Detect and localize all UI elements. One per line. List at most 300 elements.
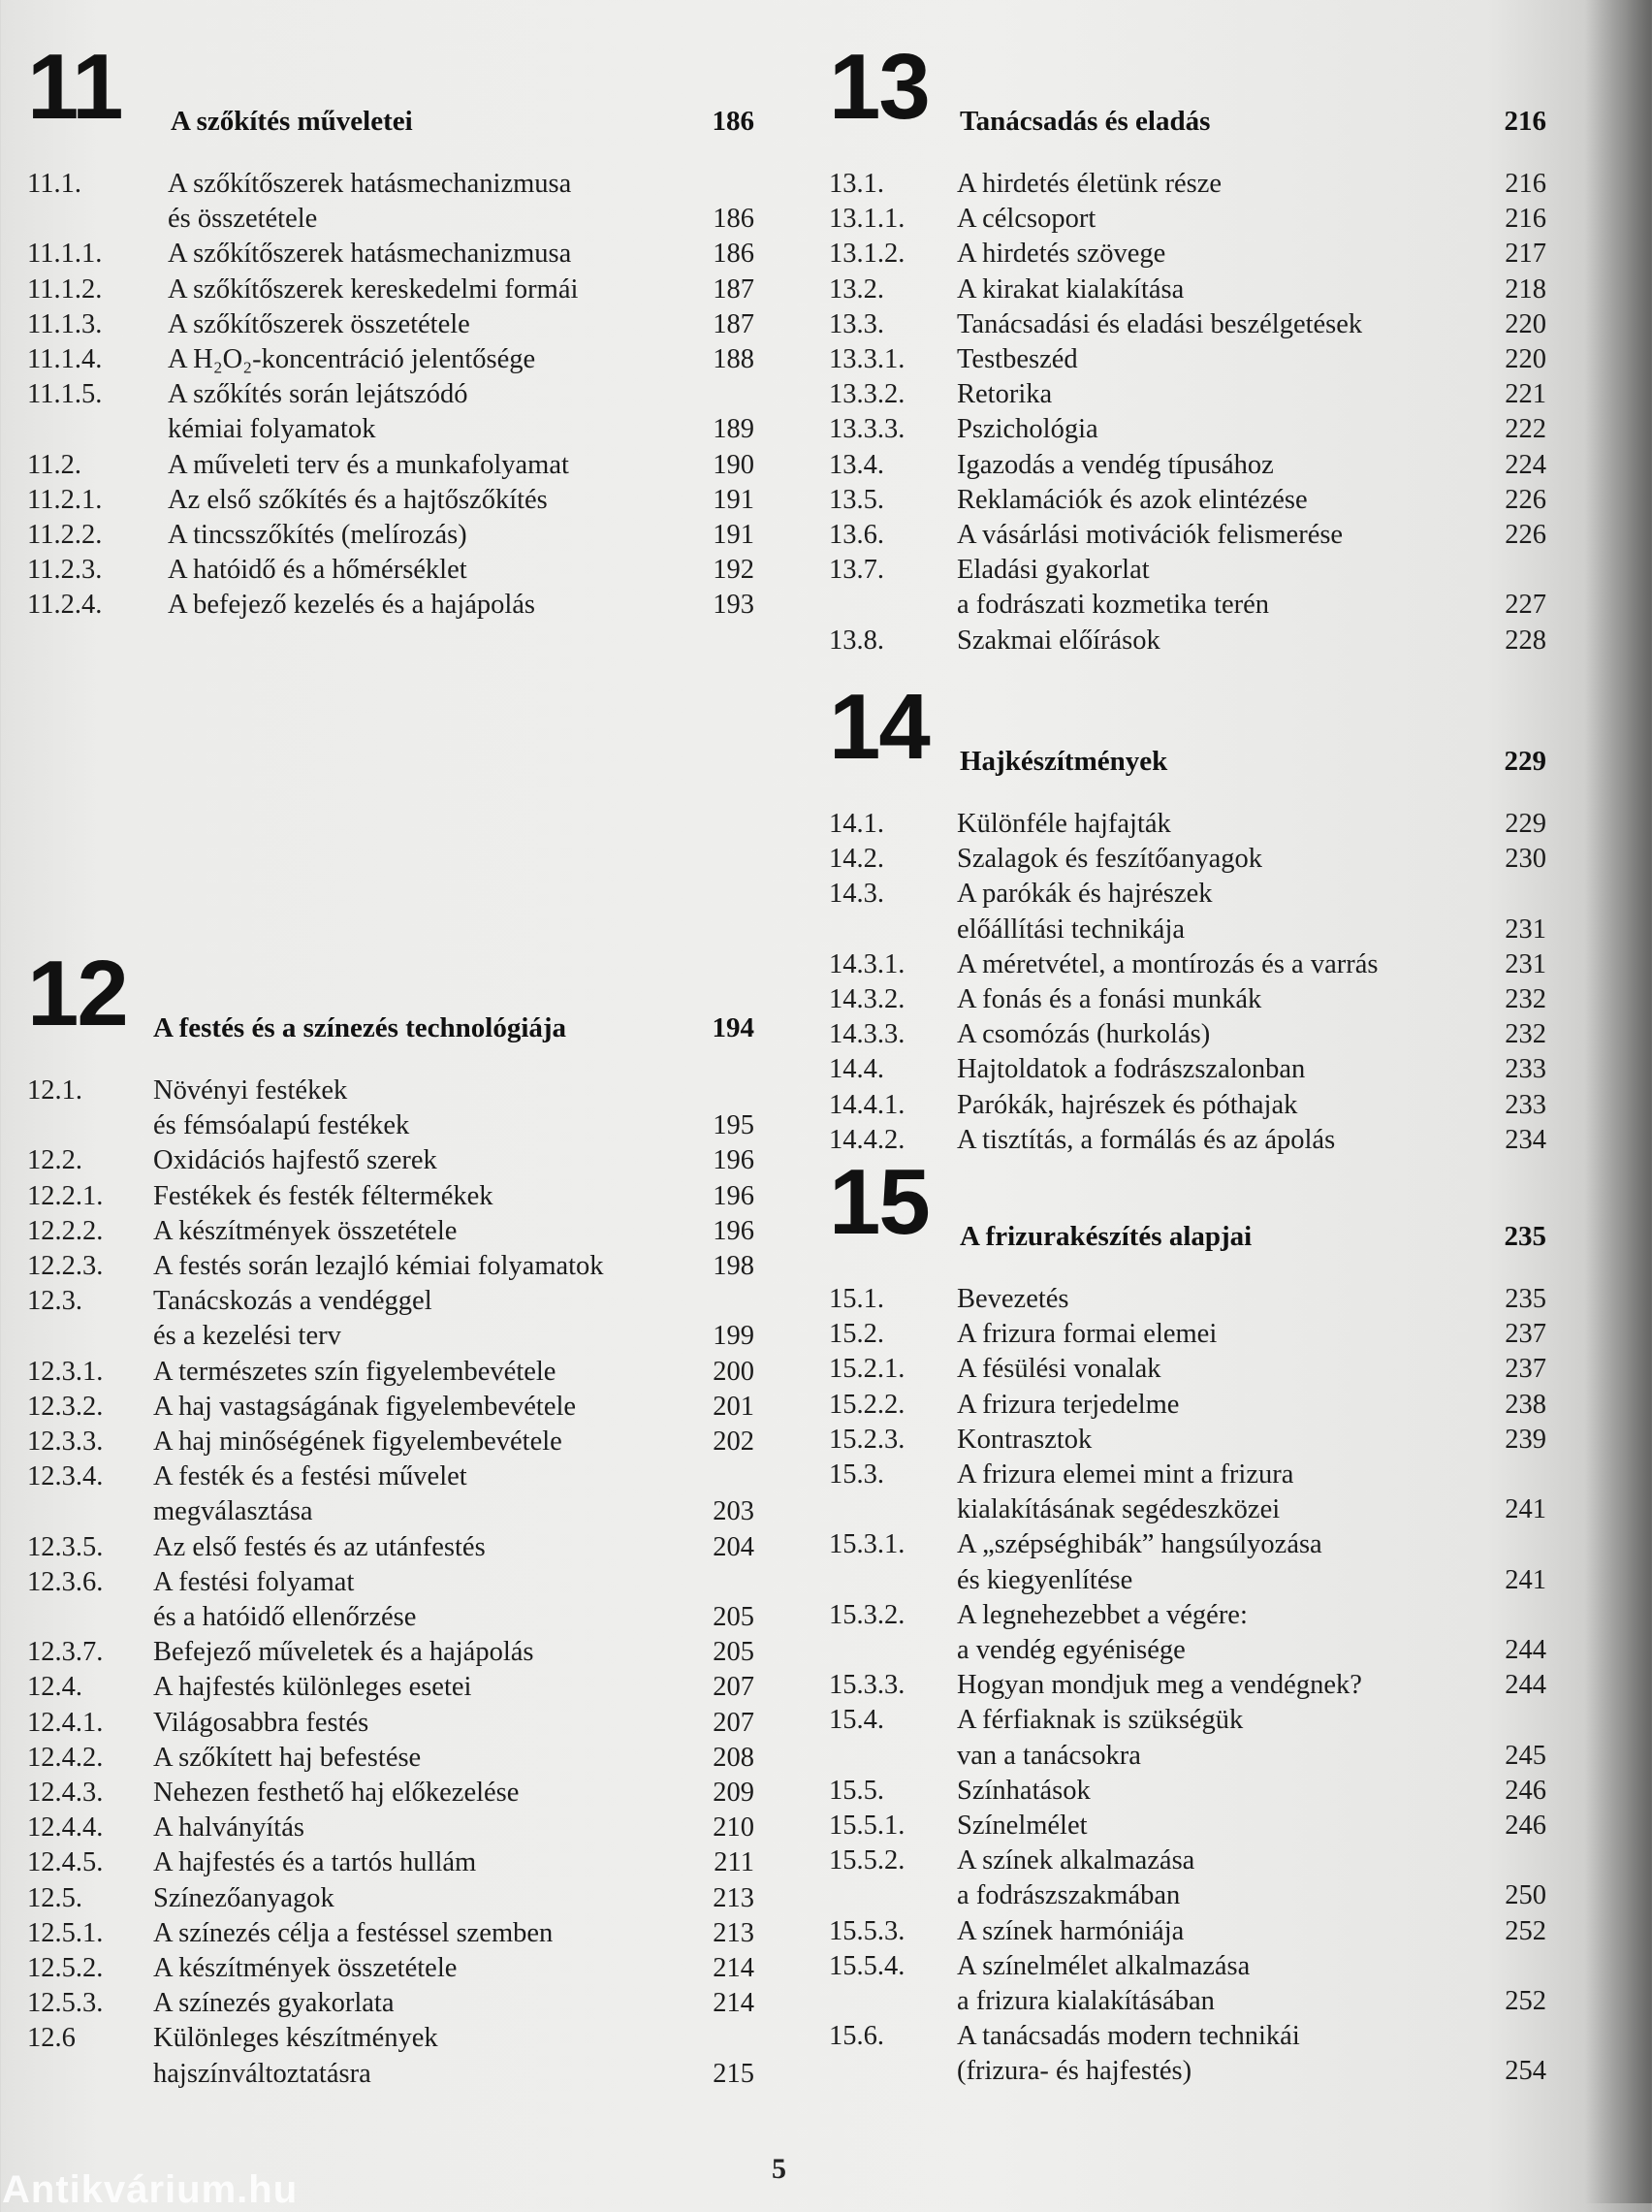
entry-title-line: A parókák és hajrészek: [957, 879, 1213, 910]
toc-entry: [829, 807, 1546, 842]
entry-page-number: 224: [1505, 449, 1546, 480]
entry-title-line: A hatóidő és a hőmérséklet: [168, 555, 467, 586]
toc-entry: [27, 307, 754, 342]
chapter-page-number: 194: [712, 1012, 754, 1043]
toc-entry: [27, 1845, 754, 1880]
toc-entry: [27, 483, 754, 518]
entry-title-line: a fodrászszakmában: [957, 1880, 1181, 1911]
chapter-14: [829, 675, 1546, 1158]
chapter-number: 12: [27, 942, 127, 1045]
toc-entry: [829, 1088, 1546, 1123]
entry-title-line: Reklamációk és azok elintézése: [957, 484, 1308, 515]
entry-title-line: (frizura- és hajfestés): [957, 2056, 1192, 2087]
entry-number: 12.2.1.: [27, 1180, 104, 1211]
entry-number: 13.5.: [829, 484, 884, 515]
toc-entry: [27, 553, 754, 588]
entry-number: 15.2.1.: [829, 1354, 905, 1385]
entry-number: 13.3.2.: [829, 379, 905, 410]
chapter-heading: [27, 942, 754, 1052]
entry-number: 11.2.4.: [27, 590, 103, 621]
entry-page-number: 230: [1505, 844, 1546, 875]
page-edge-shadow: [1584, 0, 1652, 2203]
entry-title-line: és összetétele: [168, 204, 318, 235]
toc-entry: [829, 1423, 1546, 1458]
entry-page-number: 252: [1505, 1986, 1546, 2017]
entry-page-number: 216: [1505, 204, 1546, 235]
toc-entry: [27, 1916, 754, 1951]
entry-page-number: 237: [1505, 1354, 1546, 1385]
entry-number: 13.6.: [829, 520, 884, 551]
entry-page-number: 244: [1505, 1635, 1546, 1666]
chapter-number: 14: [829, 675, 929, 779]
toc-entry: [27, 272, 754, 307]
toc-entry: [27, 1706, 754, 1741]
toc-entry: [27, 1530, 754, 1565]
toc-entry: [27, 1284, 754, 1354]
entry-title-line: megválasztása: [153, 1496, 313, 1527]
entry-page-number: 210: [713, 1812, 754, 1843]
entry-number: 13.1.1.: [829, 204, 905, 235]
entry-page-number: 207: [713, 1707, 754, 1738]
chapter-number: 11: [27, 35, 122, 139]
entry-number: 12.3.5.: [27, 1531, 104, 1562]
entry-page-number: 205: [713, 1602, 754, 1633]
chapter-page-number: 216: [1504, 106, 1546, 137]
entry-title-line: A halványítás: [153, 1812, 304, 1843]
toc-entry: [829, 483, 1546, 518]
entry-number: 12.5.: [27, 1882, 82, 1913]
entry-number: 12.3.1.: [27, 1356, 104, 1387]
entry-number: 12.3.7.: [27, 1637, 104, 1668]
entry-title-line: Pszichológia: [957, 414, 1098, 445]
entry-number: 15.2.3.: [829, 1424, 905, 1455]
entry-title-line: A szőkítés során lejátszódó: [168, 379, 468, 410]
toc-entry: [27, 1390, 754, 1425]
entry-title-line: Tanácskozás a vendéggel: [153, 1286, 432, 1317]
toc-entry: [829, 1317, 1546, 1352]
chapter-13: [829, 35, 1546, 658]
entry-page-number: 188: [713, 344, 754, 375]
entry-title-line: A műveleti terv és a munkafolyamat: [168, 449, 569, 480]
toc-entry: [829, 1843, 1546, 1913]
toc-entry: [829, 1809, 1546, 1843]
entry-page-number: 232: [1505, 1019, 1546, 1050]
entry-page-number: 192: [713, 555, 754, 586]
chapter-title: A festés és a színezés technológiája: [153, 1012, 567, 1043]
entry-title-line: Növényi festékek: [153, 1075, 348, 1106]
toc-entry: [27, 377, 754, 447]
chapter-number: 15: [829, 1150, 929, 1254]
entry-number: 12.3.4.: [27, 1461, 104, 1492]
entry-number: 14.4.: [829, 1054, 884, 1085]
entry-title-line: Kontrasztok: [957, 1424, 1093, 1455]
chapter-title: Hajkészítmények: [960, 746, 1168, 777]
entry-title-line: A fonás és a fonási munkák: [957, 984, 1262, 1015]
entry-number: 15.1.: [829, 1284, 884, 1314]
entry-title-line: A befejező kezelés és a hajápolás: [168, 590, 536, 621]
entry-page-number: 191: [713, 520, 754, 551]
entry-number: 14.3.2.: [829, 984, 905, 1015]
entry-title-line: Világosabbra festés: [153, 1707, 369, 1738]
entry-page-number: 227: [1505, 590, 1546, 621]
chapter-15: [829, 1150, 1546, 2090]
entry-title-line: A hirdetés szövege: [957, 239, 1166, 270]
entry-title-line: A készítmények összetétele: [153, 1953, 458, 1984]
entry-title-line: A festési folyamat: [153, 1566, 355, 1597]
toc-entry: [829, 877, 1546, 946]
toc-entry: [829, 1458, 1546, 1527]
entry-number: 15.2.2.: [829, 1389, 905, 1420]
toc-entry: [27, 1143, 754, 1178]
entry-number: 13.3.: [829, 308, 884, 339]
entry-page-number: 200: [713, 1356, 754, 1387]
entry-title-line: Az első szőkítés és a hajtőszőkítés: [168, 484, 548, 515]
toc-entry: [829, 842, 1546, 877]
entry-title-line: Retorika: [957, 379, 1053, 410]
entry-title-line: A szőkítőszerek kereskedelmi formái: [168, 273, 579, 305]
entry-number: 15.5.4.: [829, 1950, 905, 1981]
entry-number: 12.2.: [27, 1145, 82, 1176]
entry-title-line: Színhatások: [957, 1775, 1091, 1806]
entry-number: 15.2.: [829, 1319, 884, 1350]
toc-entry: [27, 1425, 754, 1459]
entry-number: 12.4.4.: [27, 1812, 104, 1843]
entry-page-number: 238: [1505, 1389, 1546, 1420]
entry-page-number: 245: [1505, 1740, 1546, 1771]
toc-entry: [27, 342, 754, 377]
entry-page-number: 196: [713, 1215, 754, 1246]
entry-title-line: Hogyan mondjuk meg a vendégnek?: [957, 1670, 1362, 1701]
entry-number: 11.2.: [27, 449, 81, 480]
entry-number: 15.6.: [829, 2021, 884, 2052]
entry-title-line: A vásárlási motivációk felismerése: [957, 520, 1344, 551]
entry-title-line: Eladási gyakorlat: [957, 555, 1150, 586]
entry-title-line: A csomózás (hurkolás): [957, 1019, 1211, 1050]
entry-page-number: 239: [1505, 1424, 1546, 1455]
entry-title-line: A kirakat kialakítása: [957, 273, 1185, 305]
entry-page-number: 214: [713, 1988, 754, 2019]
entry-page-number: 208: [713, 1742, 754, 1773]
entry-title-line: és kiegyenlítése: [957, 1564, 1133, 1595]
entry-title-line: A színelmélet alkalmazása: [957, 1950, 1251, 1981]
entry-page-number: 205: [713, 1637, 754, 1668]
entry-title-line: A „szépséghibák” hangsúlyozása: [957, 1529, 1322, 1560]
entry-number: 11.1.1.: [27, 239, 103, 270]
toc-entry: [27, 1881, 754, 1916]
chapter-page-number: 186: [712, 106, 754, 137]
entry-page-number: 189: [713, 414, 754, 445]
toc-entry: [27, 1776, 754, 1811]
chapter-heading: [829, 675, 1546, 785]
entry-title-line: A szőkítőszerek hatásmechanizmusa: [168, 169, 572, 199]
entry-page-number: 231: [1505, 948, 1546, 979]
entry-number: 15.5.2.: [829, 1845, 905, 1876]
toc-entry: [829, 412, 1546, 447]
chapter-page-number: 235: [1504, 1221, 1546, 1252]
chapter-12: [27, 942, 754, 2092]
entry-number: 12.5.1.: [27, 1917, 104, 1948]
entry-number: 13.3.1.: [829, 344, 905, 375]
entry-number: 12.3.3.: [27, 1427, 104, 1458]
chapter-entries: [27, 1074, 754, 2092]
entry-number: 15.3.3.: [829, 1670, 905, 1701]
toc-entry: [829, 624, 1546, 658]
entry-title-line: Befejező műveletek és a hajápolás: [153, 1637, 534, 1668]
chapter-heading: [829, 35, 1546, 145]
toc-entry: [27, 1986, 754, 2021]
entry-number: 12.4.2.: [27, 1742, 104, 1773]
entry-number: 13.3.3.: [829, 414, 905, 445]
entry-number: 13.8.: [829, 625, 884, 656]
entry-title-line: Nehezen festhető haj előkezelése: [153, 1778, 520, 1809]
entry-number: 12.6: [27, 2023, 76, 2054]
chapter-11: [27, 35, 754, 624]
entry-title-line: A tanácsadás modern technikái: [957, 2021, 1300, 2052]
entry-page-number: 186: [713, 204, 754, 235]
toc-entry: [829, 202, 1546, 237]
entry-title-line: Testbeszéd: [957, 344, 1078, 375]
toc-entry: [27, 1249, 754, 1284]
entry-page-number: 226: [1505, 520, 1546, 551]
entry-number: 15.3.1.: [829, 1529, 905, 1560]
entry-number: 14.2.: [829, 844, 884, 875]
entry-title-line: A tisztítás, a formálás és az ápolás: [957, 1124, 1336, 1155]
entry-page-number: 207: [713, 1672, 754, 1703]
entry-title-line: és a kezelési terv: [153, 1321, 341, 1352]
entry-title-line: Hajtoldatok a fodrászszalonban: [957, 1054, 1306, 1085]
toc-entry: [829, 272, 1546, 307]
entry-number: 15.5.3.: [829, 1915, 905, 1946]
entry-title-line: A célcsoport: [957, 204, 1096, 235]
chapter-entries: [27, 167, 754, 624]
entry-page-number: 231: [1505, 914, 1546, 945]
toc-entry: [829, 947, 1546, 982]
entry-page-number: 241: [1505, 1564, 1546, 1595]
toc-entry: [27, 1635, 754, 1670]
entry-number: 12.5.2.: [27, 1953, 104, 1984]
entry-number: 11.2.3.: [27, 555, 103, 586]
entry-page-number: 220: [1505, 344, 1546, 375]
entry-number: 12.3.2.: [27, 1391, 104, 1422]
entry-page-number: 220: [1505, 308, 1546, 339]
toc-entry: [829, 1352, 1546, 1387]
toc-entry: [27, 1074, 754, 1143]
toc-entry: [829, 1914, 1546, 1949]
entry-title-line: Színelmélet: [957, 1811, 1088, 1842]
entry-page-number: 198: [713, 1251, 754, 1282]
chapter-page-number: 229: [1504, 746, 1546, 777]
entry-number: 12.4.3.: [27, 1778, 104, 1809]
entry-page-number: 187: [713, 308, 754, 339]
toc-entry: [829, 1703, 1546, 1773]
entry-page-number: 190: [713, 449, 754, 480]
toc-entry: [27, 1179, 754, 1214]
chapter-title: Tanácsadás és eladás: [960, 106, 1211, 137]
entry-title-line: van a tanácsokra: [957, 1740, 1141, 1771]
entry-title-line: A férfiaknak is szükségük: [957, 1705, 1244, 1736]
entry-number: 14.4.1.: [829, 1089, 905, 1120]
entry-number: 15.5.: [829, 1775, 884, 1806]
entry-number: 11.1.2.: [27, 273, 103, 305]
entry-page-number: 202: [713, 1427, 754, 1458]
entry-number: 11.1.3.: [27, 308, 103, 339]
entry-title-line: A méretvétel, a montírozás és a varrás: [957, 948, 1379, 979]
toc-entry: [829, 1388, 1546, 1423]
entry-title-line: a frizura kialakításában: [957, 1986, 1215, 2017]
entry-page-number: 226: [1505, 484, 1546, 515]
entry-page-number: 213: [713, 1882, 754, 1913]
entry-page-number: 228: [1505, 625, 1546, 656]
chapter-entries: [829, 1282, 1546, 2090]
entry-title-line: Szalagok és feszítőanyagok: [957, 844, 1262, 875]
entry-page-number: 237: [1505, 1319, 1546, 1350]
toc-entry: [27, 1951, 754, 1986]
entry-title-line: A színek alkalmazása: [957, 1845, 1195, 1876]
entry-number: 12.5.3.: [27, 1988, 104, 2019]
toc-entry: [27, 1565, 754, 1635]
toc-entry: [27, 448, 754, 483]
entry-number: 13.1.2.: [829, 239, 905, 270]
chapter-entries: [829, 167, 1546, 658]
entry-number: 13.4.: [829, 449, 884, 480]
entry-title-line: Parókák, hajrészek és póthajak: [957, 1089, 1298, 1120]
entry-number: 11.2.1.: [27, 484, 103, 515]
entry-number: 11.2.2.: [27, 520, 103, 551]
entry-title-line: Festékek és festék féltermékek: [153, 1180, 493, 1211]
entry-title-line: és fémsóalapú festékek: [153, 1110, 410, 1141]
entry-title-line: A H₂O₂-koncentráció jelentősége: [168, 344, 536, 375]
entry-page-number: 193: [713, 590, 754, 621]
entry-number: 15.4.: [829, 1705, 884, 1736]
entry-title-line: kialakításának segédeszközei: [957, 1494, 1281, 1525]
entry-page-number: 216: [1505, 169, 1546, 199]
entry-number: 12.3.: [27, 1286, 82, 1317]
entry-page-number: 187: [713, 273, 754, 305]
entry-page-number: 234: [1505, 1124, 1546, 1155]
entry-title-line: A legnehezebbet a végére:: [957, 1599, 1248, 1630]
toc-entry: [27, 518, 754, 553]
entry-number: 13.7.: [829, 555, 884, 586]
entry-title-line: A frizura formai elemei: [957, 1319, 1218, 1350]
entry-number: 11.1.5.: [27, 379, 103, 410]
toc-entry: [27, 237, 754, 272]
entry-title-line: A festés során lezajló kémiai folyamatok: [153, 1251, 604, 1282]
entry-number: 14.3.3.: [829, 1019, 905, 1050]
entry-page-number: 214: [713, 1953, 754, 1984]
entry-number: 15.5.1.: [829, 1811, 905, 1842]
toc-entry: [829, 342, 1546, 377]
toc-entry: [829, 982, 1546, 1017]
entry-number: 12.3.6.: [27, 1566, 104, 1597]
entry-number: 12.4.: [27, 1672, 82, 1703]
entry-title-line: A hirdetés életünk része: [957, 169, 1223, 199]
entry-page-number: 241: [1505, 1494, 1546, 1525]
entry-number: 14.3.1.: [829, 948, 905, 979]
entry-number: 13.2.: [829, 273, 884, 305]
entry-page-number: 218: [1505, 273, 1546, 305]
entry-title-line: A fésülési vonalak: [957, 1354, 1161, 1385]
entry-title-line: Igazodás a vendég típusához: [957, 449, 1274, 480]
entry-title-line: és a hatóidő ellenőrzése: [153, 1602, 417, 1633]
entry-title-line: A szőkített haj befestése: [153, 1742, 422, 1773]
entry-page-number: 250: [1505, 1880, 1546, 1911]
entry-page-number: 244: [1505, 1670, 1546, 1701]
entry-number: 14.3.: [829, 879, 884, 910]
toc-entry: [829, 553, 1546, 623]
entry-number: 12.2.3.: [27, 1251, 104, 1282]
entry-number: 15.3.2.: [829, 1599, 905, 1630]
chapter-title: A frizurakészítés alapjai: [960, 1221, 1253, 1252]
entry-title-line: A szőkítőszerek összetétele: [168, 308, 470, 339]
entry-title-line: hajszínváltoztatásra: [153, 2058, 371, 2089]
entry-number: 12.1.: [27, 1075, 82, 1106]
entry-title-line: A színezés célja a festéssel szemben: [153, 1917, 554, 1948]
entry-number: 11.1.: [27, 169, 81, 199]
watermark: Antikvárium.hu: [2, 2168, 299, 2211]
entry-page-number: 246: [1505, 1811, 1546, 1842]
entry-title-line: A készítmények összetétele: [153, 1215, 458, 1246]
entry-title-line: A színezés gyakorlata: [153, 1988, 395, 2019]
entry-page-number: 252: [1505, 1915, 1546, 1946]
entry-title-line: Oxidációs hajfestő szerek: [153, 1145, 437, 1176]
toc-entry: [27, 1214, 754, 1249]
entry-page-number: 196: [713, 1180, 754, 1211]
toc-entry: [829, 237, 1546, 272]
entry-number: 15.3.: [829, 1459, 884, 1491]
entry-title-line: A haj minőségének figyelembevétele: [153, 1427, 562, 1458]
toc-entry: [829, 1598, 1546, 1668]
entry-page-number: 195: [713, 1110, 754, 1141]
entry-page-number: 196: [713, 1145, 754, 1176]
toc-entry: [829, 307, 1546, 342]
chapter-heading: [27, 35, 754, 145]
entry-page-number: 217: [1505, 239, 1546, 270]
entry-page-number: 232: [1505, 984, 1546, 1015]
toc-entry: [829, 1123, 1546, 1158]
toc-entry: [829, 448, 1546, 483]
toc-entry: [27, 1741, 754, 1776]
entry-page-number: 201: [713, 1391, 754, 1422]
entry-page-number: 215: [713, 2058, 754, 2089]
entry-page-number: 246: [1505, 1775, 1546, 1806]
entry-page-number: 199: [713, 1321, 754, 1352]
entry-number: 11.1.4.: [27, 344, 103, 375]
entry-page-number: 203: [713, 1496, 754, 1527]
entry-page-number: 186: [713, 239, 754, 270]
entry-title-line: A természetes szín figyelembevétele: [153, 1356, 556, 1387]
toc-entry: [829, 1949, 1546, 2019]
toc-entry: [829, 1527, 1546, 1597]
entry-title-line: a vendég egyénisége: [957, 1635, 1186, 1666]
toc-entry: [829, 1668, 1546, 1703]
entry-title-line: Az első festés és az utánfestés: [153, 1531, 486, 1562]
entry-title-line: Tanácsadási és eladási beszélgetések: [957, 308, 1363, 339]
toc-entry: [27, 1355, 754, 1390]
toc-entry: [829, 377, 1546, 412]
entry-page-number: 254: [1505, 2056, 1546, 2087]
entry-page-number: 229: [1505, 809, 1546, 839]
entry-title-line: a fodrászati kozmetika terén: [957, 590, 1270, 621]
toc-entry: [829, 1052, 1546, 1087]
entry-title-line: Színezőanyagok: [153, 1882, 334, 1913]
entry-title-line: Bevezetés: [957, 1284, 1069, 1314]
toc-entry: [829, 167, 1546, 202]
entry-number: 12.4.5.: [27, 1847, 104, 1878]
entry-title-line: A színek harmóniája: [957, 1915, 1185, 1946]
toc-entry: [27, 167, 754, 237]
toc-entry: [27, 1670, 754, 1705]
toc-entry: [27, 1811, 754, 1845]
